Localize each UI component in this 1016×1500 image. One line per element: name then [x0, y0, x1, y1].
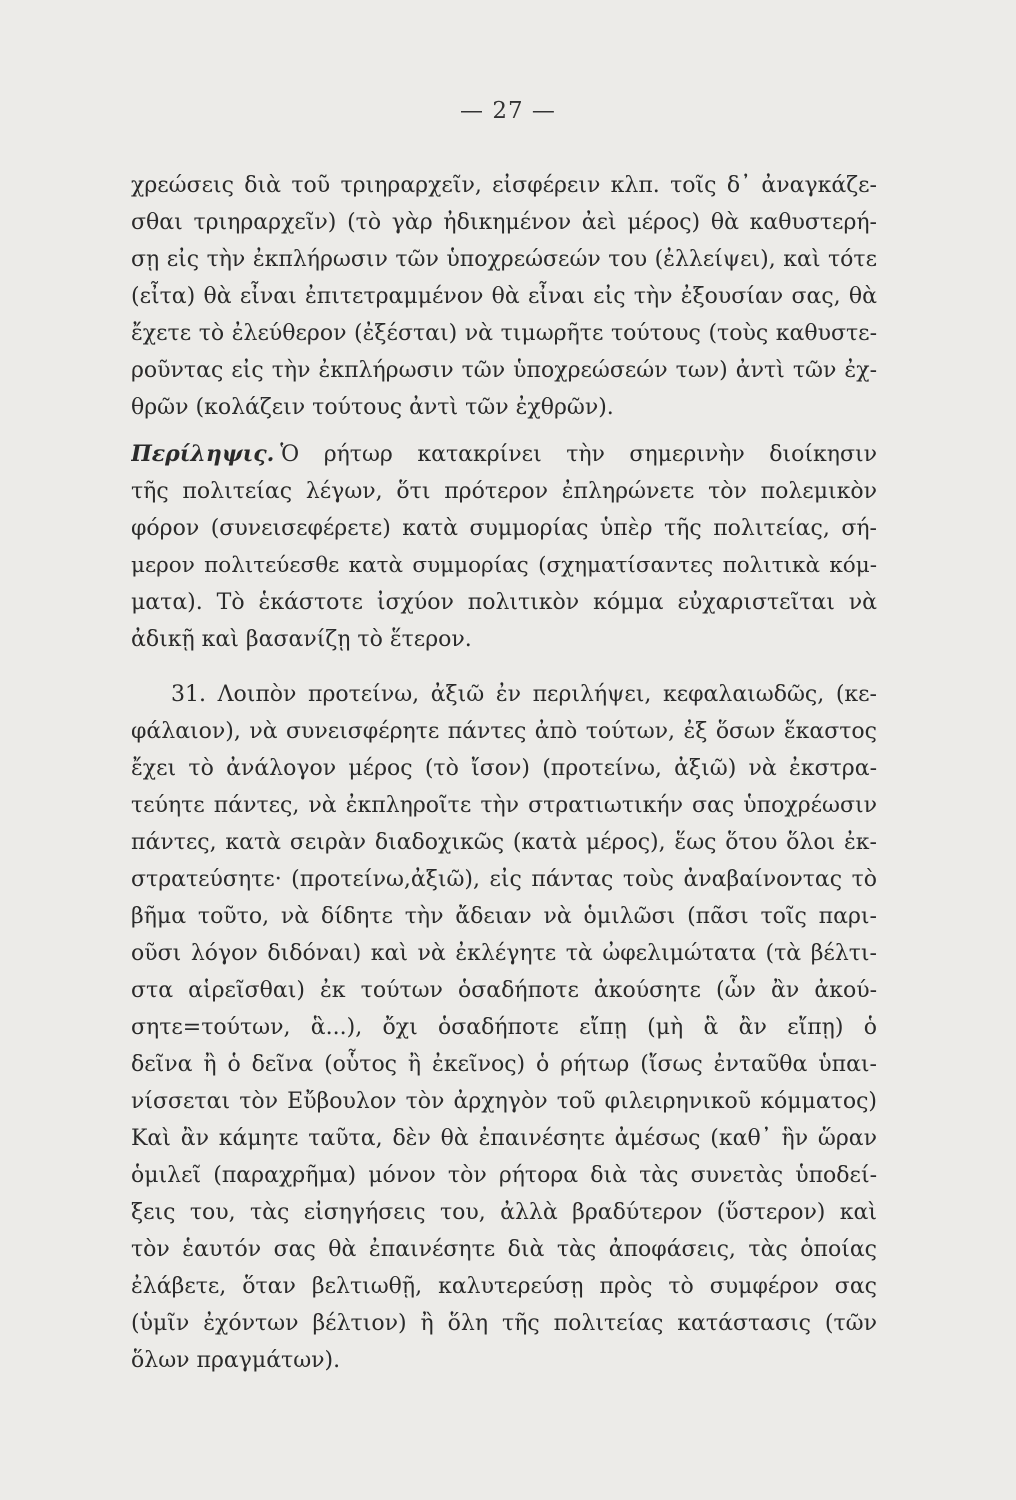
text-line: ροῦντας εἰς τὴν ἐκπλήρωσιν τῶν ὑποχρεώσεών των) ἀντὶ τῶν ἐχ- [131, 358, 877, 383]
text-line: ἔχετε τὸ ἐλεύθερον (ἐξέσται) νὰ τιμωρῆτε τούτους (τοὺς καθυστε- [131, 321, 877, 346]
text-line: μερον πολιτεύεσθε κατὰ συμμορίας (σχηματίσαντες πολιτικὰ κόμ- [131, 553, 877, 578]
paragraph-1 [131, 167, 877, 426]
text-line: τῆς πολιτείας λέγων, ὅτι πρότερον ἐπληρώνετε τὸν πολεμικὸν [131, 479, 877, 504]
text-line: ἀδικῇ καὶ βασανίζῃ τὸ ἕτερον. [131, 627, 472, 652]
text-line: σητε=τούτων, ἃ...), ὄχι ὁσαδήποτε εἴπῃ (μὴ ἃ ἂν εἴπῃ) ὁ [131, 1015, 877, 1040]
summary-heading: Περίληψις. [131, 441, 275, 467]
text-line: φόρον (συνεισεφέρετε) κατὰ συμμορίας ὑπὲρ τῆς πολιτείας, σή- [131, 516, 877, 541]
text-line: ξεις του, τὰς εἰσηγήσεις του, ἀλλὰ βραδύτερον (ὕστερον) καὶ [131, 1200, 877, 1225]
text-line: δεῖνα ἢ ὁ δεῖνα (οὗτος ἢ ἐκεῖνος) ὁ ρήτωρ (ἴσως ἐνταῦθα ὑπαι- [131, 1052, 877, 1077]
text-line: ἐλάβετε, ὅταν βελτιωθῇ, καλυτερεύσῃ πρὸς τὸ συμφέρον σας [131, 1274, 877, 1299]
text-line: ὁμιλεῖ (παραχρῆμα) μόνον τὸν ρήτορα διὰ τὰς συνετὰς ὑποδεί- [131, 1163, 877, 1188]
text-line: πάντες, κατὰ σειρὰν διαδοχικῶς (κατὰ μέρος), ἕως ὅτου ὅλοι ἐκ- [131, 830, 877, 855]
paragraph-2-summary [131, 436, 877, 658]
text-line: (εἶτα) θὰ εἶναι ἐπιτετραμμένον θὰ εἶναι εἰς τὴν ἐξουσίαν σας, θὰ [131, 284, 877, 309]
text-line: ἔχει τὸ ἀνάλογον μέρος (τὸ ἴσον) (προτείνω, ἀξιῶ) νὰ ἐκστρα- [131, 756, 877, 781]
text-line: σῃ εἰς τὴν ἐκπλήρωσιν τῶν ὑποχρεώσεών του (ἐλλείψει), καὶ τότε [131, 247, 877, 272]
text-line: θρῶν (κολάζειν τούτους ἀντὶ τῶν ἐχθρῶν). [131, 395, 614, 420]
text-line: οῦσι λόγον διδόναι) καὶ νὰ ἐκλέγητε τὰ ὠφελιμώτατα (τὰ βέλτι- [131, 941, 877, 966]
summary-first-line [131, 436, 877, 473]
text-line: βῆμα τοῦτο, νὰ δίδητε τὴν ἄδειαν νὰ ὁμιλῶσι (πᾶσι τοῖς παρι- [131, 904, 877, 929]
text-line: σθαι τριηραρχεῖν) (τὸ γὰρ ἠδικημένον ἀεὶ μέρος) θὰ καθυστερή- [131, 210, 877, 235]
text-line: (ὑμῖν ἐχόντων βέλτιον) ἢ ὅλη τῆς πολιτείας κατάστασις (τῶν [131, 1311, 877, 1336]
text-line: φάλαιον), νὰ συνεισφέρητε πάντες ἀπὸ τούτων, ἐξ ὅσων ἕκαστος [131, 719, 877, 744]
text-line: τεύητε πάντες, νὰ ἐκπληροῖτε τὴν στρατιωτικήν σας ὑποχρέωσιν [131, 793, 877, 818]
text-line: ματα). Τὸ ἑκάστοτε ἰσχύον πολιτικὸν κόμμα εὐχαριστεῖται νὰ [131, 590, 877, 615]
paragraph-3 [131, 676, 877, 1379]
text-line: χρεώσεις διὰ τοῦ τριηραρχεῖν, εἰσφέρειν κλπ. τοῖς δ᾽ ἀναγκάζε- [131, 173, 877, 198]
text-line: Καὶ ἂν κάμητε ταῦτα, δὲν θὰ ἐπαινέσητε ἀμέσως (καθ᾽ ἣν ὥραν [131, 1126, 877, 1151]
summary-first-line-text: Ὁ ρήτωρ κατακρίνει τὴν σημερινὴν διοίκησιν [280, 442, 877, 467]
text-line: στα αἱρεῖσθαι) ἐκ τούτων ὁσαδήποτε ἀκούσητε (ὧν ἂν ἀκού- [131, 978, 877, 1003]
text-line: στρατεύσητε· (προτείνω,ἀξιῶ), εἰς πάντας τοὺς ἀναβαίνοντας τὸ [131, 867, 877, 892]
text-line: 31. Λοιπὸν προτείνω, ἀξιῶ ἐν περιλήψει, κεφαλαιωδῶς, (κε- [171, 682, 877, 707]
page-number: — 27 — [460, 98, 556, 124]
text-line: νίσσεται τὸν Εὔβουλον τὸν ἀρχηγὸν τοῦ φιλειρηνικοῦ κόμματος) [131, 1089, 877, 1114]
text-line: τὸν ἑαυτόν σας θὰ ἐπαινέσητε διὰ τὰς ἀποφάσεις, τὰς ὁποίας [131, 1237, 877, 1262]
text-line: ὅλων πραγμάτων). [131, 1348, 341, 1373]
